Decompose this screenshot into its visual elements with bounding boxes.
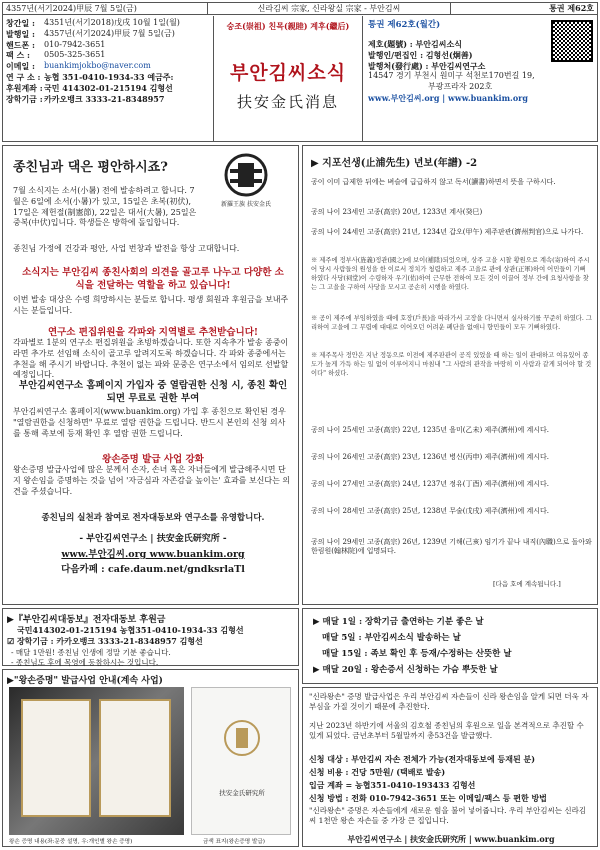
biography-paragraph: 공의 나이 26세인 고종(高宗) 23년, 1236년 병신(丙申) 제주(濟州)에 계시다. <box>311 453 549 461</box>
footer-line: - 부안김씨연구소 | 扶安金氏研究所 - <box>79 534 227 544</box>
cover-text: 扶安金氏研究所 <box>219 789 265 797</box>
biography-paragraph: 공의 나이 28세인 고종(高宗) 25년, 1238년 무술(戊戌) 제주(濟州)에 계시다. <box>311 507 549 515</box>
info-row: 장학기금 : 카카오뱅크 3333-21-8348957 <box>6 93 165 104</box>
greeting-paragraph: 7월 소식지는 소서(小暑) 전에 발송하려고 합니다. 7월은 6일에 소서(小暑)가 있고, 15일은 초복(初伏), 17일은 제헌절(制憲節), 22일은 대서(大暑), 25일은 중복(中伏)입니다. 학생들은 방학에 돌입합니다. <box>13 186 197 228</box>
family-seal-icon <box>201 153 291 211</box>
issue-box-line: 통권 제62호(월간) <box>368 20 441 30</box>
schedule-item: 매달 5일 : 부안김씨소식 발송하는 날 <box>322 633 461 643</box>
info-row: 연 구 소 : 농협 351-0410-1934-33 예금주: <box>6 71 174 82</box>
website-link[interactable]: www.부안김씨.org | www.buankim.org <box>368 92 528 103</box>
scholarship-account: ☑ 장학기금 : 카카오뱅크 3333-21-8348957 김형선 <box>7 636 203 646</box>
issue-box-line: 14547 경기 부천시 원미구 석천로170번길 19, <box>368 71 535 81</box>
section-heading: 종친님의 실천과 참여로 전자대동보와 연구소를 유영합니다. <box>41 513 265 523</box>
donation-note: - 매달 1만원! 종친님 인생에 정말 기분 좋습니다. <box>11 648 171 657</box>
qr-code-icon[interactable] <box>551 20 593 62</box>
biography-paragraph: 공의 나이 23세인 고종(高宗) 20년, 1233년 계사(癸巳) <box>311 208 483 216</box>
masthead-issue: 통권 제62호 <box>549 3 594 13</box>
photo-caption: 금색 표지(왕손증명 발급) <box>203 839 265 845</box>
info-row: 팩 스 : 0505-325-3651 <box>6 50 106 61</box>
biography-section <box>302 145 598 605</box>
section-heading: 부안김씨연구소 홈페이지 가입자 중 열람권한 신청 시, 종친 확인되면 무료로 권한 부여 <box>18 380 288 404</box>
masthead <box>2 2 598 142</box>
schedule-item: ▶ 매달 20일 : 왕손증서 신청하는 가슴 뿌듯한 날 <box>313 665 498 675</box>
certificate-section <box>2 669 299 847</box>
continued-note: [다음 호에 계속됩니다.] <box>493 580 561 588</box>
certificate-page <box>99 699 171 817</box>
donation-note: - 종친님도 후에 목영에 동참하시는 것입니다. <box>11 658 159 667</box>
greeting-paragraph: 각파별로 1분의 연구소 편집위원을 초빙하겠습니다. 또한 지속추가 발송 종중이라면 추가로 선임해 소식이 골고루 알려지도록 하겠습니다. 각 파와 종중에서는 추천을 해 주시기 바랍니다. 추천이 없는 파와 문중은 연구소에서 임의로 선발할 예정입니다. <box>13 338 289 380</box>
biography-title: ▶ 지포선생(止浦先生) 년보(年譜) -2 <box>311 158 478 169</box>
masthead-info-list <box>6 18 206 104</box>
certificate-photo <box>9 687 184 835</box>
greeting-paragraph: 이번 발송 대상은 수령 희망하시는 분들로 합니다. 평생 회원과 후원금을 보내주시는 분들입니다. <box>13 295 289 315</box>
section-heading: 소식지는 부안김씨 종친사회의 의견을 골고루 나누고 다양한 소식을 전달하는 역할을 하고 있습니다! <box>22 267 284 291</box>
seal-emblem-icon <box>222 718 262 758</box>
section-heading: 연구소 편집위원을 각파와 지역별로 추천받습니다! <box>47 327 259 338</box>
greeting-paragraph: 부안김씨연구소 홈페이지(www.buankim.org) 가입 후 종친으로 확인된 경우 "열람권한을 신청하면" 무료로 열람 권한을 드립니다. 반드시 본인의 신청 의사를 통해 족보에 등재 확인 후 열람 권한 드립니다. <box>13 407 286 438</box>
apply-account: 입금 계좌 = 농협351-0410-193433 김형선 <box>309 780 476 790</box>
info-row: 이메일 : buankimjokbo@naver.com <box>6 61 151 72</box>
apply-target: 신청 대상 : 부안김씨 자손 전체가 가능(전자대동보에 등재된 분) <box>309 754 536 764</box>
schedule-item: ▶ 매달 1일 : 장학기금 출연하는 기분 좋은 날 <box>313 617 484 627</box>
certificate-page <box>21 699 91 817</box>
issue-box-line: 제호(題號) : 부안김씨소식 <box>368 39 462 49</box>
masthead-title-block <box>213 16 363 141</box>
schedule-section <box>302 608 598 684</box>
greeting-paragraph: 왕손증명 발급사업에 많은 분께서 손자, 손녀 혹은 자녀들에게 발급해주시면 단지 왕손임을 증명하는 것을 넘어 '자긍심과 자존감을 높이는' 효과를 보신다는 의견을 주셨습니다. <box>13 465 291 496</box>
certificate-paragraph: 지난 2023년 하반기에 서울의 김호철 종친님의 후원으로 일을 본격적으로 추진할 수 있게 되었다. 금년초부터 5월말까지 총53건을 발급했다. <box>309 721 584 741</box>
greeting-section <box>2 145 299 605</box>
apply-cost: 신청 비용 : 건당 5만원/ (택배로 발송) <box>309 767 446 777</box>
info-row: 후원계좌 : 국민 414302-01-215194 김형선 <box>6 82 173 93</box>
biography-paragraph: 공의 나이 29세인 고종(高宗) 26년, 1239년 기해(己亥) 임기가 끝나 내직(內職)으로 돌아와 한림원(翰林院)에 입명되다. <box>311 538 592 556</box>
donation-title: ▶『부안김씨대동보』전자대동보 후원금 <box>7 615 166 625</box>
masthead-date: 4357년(서기2024)甲辰 7월 5일(금) <box>3 3 208 14</box>
motto: 숭조(崇祖) 친목(親睦) 계후(繼后) <box>226 21 350 31</box>
issue-box-line: 발행인/편집인 : 김형선(炯善) <box>368 49 473 60</box>
info-row: 핸드폰 : 010-7942-3651 <box>6 39 106 50</box>
biography-note: ※ 제주에 정부사(旌義)정관(國之)에 보이(補陞)되었으며, 상주 고을 시찰 황원으로 계속(寄)하여 주시어 당시 사람들의 원성을 한 이로서 정치가 청렴하고 제주 고을로 관에 상관(正軍)하여 어민들이 기뻐 하였다 사당(祠堂)이 수령하자 우기(佑)하여 근무한 전하여 모든 것이 이끌어 정부 간에 요청사항을 찾는 그 고을을 구하여 사당을 모시고 공손히 시행을 하였다. <box>311 257 590 292</box>
biography-note: ※ 제주목사 정안은 지난 정동으로 이전에 제주판관이 공직 있었을 때 하는 일이 관대하고 여유있어 종도가 높게 가득 하는 일 없이 이루어지니 마침내 "그 사람의 관작을 마땅히 이 사람과 같게 되어야 할 것이다" 하셨다. <box>311 352 592 378</box>
info-row: 창간일 : 4351년(서기2018)戊戌 10월 1일(월) <box>6 18 180 28</box>
section-heading: 왕손증명 발급 사업 강화 <box>102 454 204 465</box>
biography-paragraph: 공의 나이 25세인 고종(高宗) 22년, 1235년 을미(乙未) 제주(濟州)에 계시다. <box>311 426 549 434</box>
info-row: 발행일 : 4357년(서기2024)甲辰 7월 5일(금) <box>6 28 175 39</box>
biography-paragraph: 공의 나이 24세인 고종(高宗) 21년, 1234년 갑오(甲午) 제주판관(濟州判官)으로 나가다. <box>311 228 584 236</box>
photo-caption: 왕손 증명 내용(좌:문중 설명, 우:개인별 왕손 증명) <box>9 839 133 845</box>
certificate-paragraph: "신라왕손" 증명 발급사업은 우리 부안김씨 자손들이 신라 왕손임을 알게 되면 더욱 자부심을 가질 것이기 때문에 추진한다. <box>309 692 589 712</box>
schedule-list <box>313 614 512 678</box>
cafe-link[interactable]: 다음카페 : cafe.daum.net/gndksrlaTl <box>61 564 245 575</box>
biography-paragraph: 공의 나이 27세인 고종(高宗) 24년, 1237년 정유(丁酉) 제주(濟州)에 계시다. <box>311 480 549 488</box>
paper-name-hanja: 扶安金氏消息 <box>236 93 339 111</box>
greeting-paragraph: 종친님 가정에 건강과 평안, 사업 번창과 발전을 항상 고대합니다. <box>13 244 240 253</box>
footer-line: 부안김씨연구소 | 扶安金氏研究所 | www.buankim.org <box>347 834 555 844</box>
donation-account: 국민414302-01-215194 농협351-0410-1934-33 김형선 <box>17 625 244 635</box>
biography-paragraph: 공이 이미 급제한 뒤에는 벼슬에 급급하지 않고 독서(讀書)하면서 뜻을 구하시다. <box>311 178 556 186</box>
masthead-topbar <box>3 3 597 15</box>
certificate-title: ▶"왕손증명" 발급사업 안내(계속 사업) <box>7 676 163 686</box>
issue-box-line: 발행처(發行處) : 부안김씨연구소 <box>368 60 486 71</box>
website-link[interactable]: www.부안김씨.org www.buankim.org <box>61 549 245 560</box>
greeting-title: 종친님과 댁은 평안하시죠? <box>13 160 168 175</box>
paper-name: 부안김씨소식 <box>229 62 347 84</box>
masthead-center: 신라김씨 宗家, 신라왕실 宗家 - 부안김씨 <box>208 3 451 14</box>
donation-section <box>2 608 299 666</box>
certificate-cover <box>191 687 291 835</box>
apply-method: 신청 방법 : 전화 010-7942-3651 또는 이메일/팩스 등 편한 방법 <box>309 793 547 803</box>
certificate-info <box>302 687 598 847</box>
seal-emblem-icon <box>216 153 276 197</box>
issue-box-line: 부광프라자 202호 <box>428 82 493 92</box>
certificate-paragraph: "신라왕손" 증명은 자손들에게 새로운 힘을 불어 넣어줍니다. 우리 부안김씨는 신라김씨 1천만 왕손 자손들 중 가장 큰 집입니다. <box>309 806 587 826</box>
schedule-item: 매달 15일 : 족보 확인 후 등재/수정하는 산뜻한 날 <box>322 649 512 659</box>
seal-caption: 新羅王族 扶安金氏 <box>221 201 271 208</box>
biography-note: ※ 공이 제주에 부임하였을 때에 호장(戶長)을 따라가서 고장을 다니면서 실사하기를 꾸준히 하였다. 그리하여 고을에 그 무렵에 대대로 이어오던 어려운 폐단을 없애니 향민들이 모두 기뻐하였다. <box>311 315 592 332</box>
